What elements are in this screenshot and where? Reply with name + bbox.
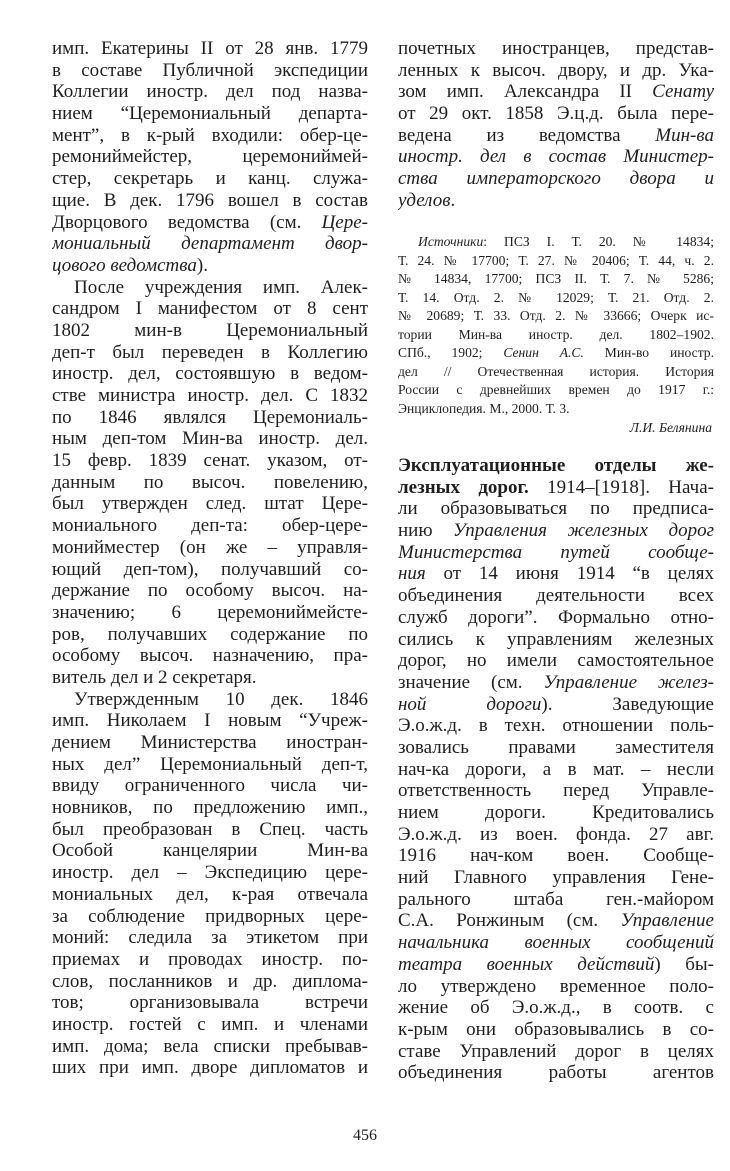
text-segment: дорог, но имели самостоятельное bbox=[398, 650, 714, 672]
author-signature: Л.И. Белянина bbox=[629, 420, 712, 435]
text-segment: почетных иностранцев, представ- bbox=[398, 38, 714, 59]
text-line bbox=[52, 450, 368, 472]
text-line bbox=[52, 1014, 368, 1036]
text-line bbox=[398, 954, 714, 976]
text-line bbox=[52, 1036, 368, 1058]
text-segment: сились к управлениям железных bbox=[398, 628, 714, 650]
text-segment: мониального деп-та: обер-цере- bbox=[52, 515, 368, 537]
text-line bbox=[398, 381, 714, 400]
italic-text: цового ведомства bbox=[52, 254, 197, 276]
italic-text: Цере- bbox=[321, 211, 368, 233]
text-segment: дением Министерства иностран- bbox=[52, 732, 368, 753]
text-segment: нию bbox=[398, 520, 454, 542]
text-line bbox=[52, 537, 368, 559]
text-segment: ных дел” Церемониальный деп-т, bbox=[52, 753, 368, 775]
text-segment: СПб., 1902; bbox=[398, 345, 504, 360]
text-segment: за соблюдение придворных цере- bbox=[52, 905, 368, 927]
text-line bbox=[398, 694, 714, 716]
text-line bbox=[398, 344, 714, 363]
text-segment: Т. 14. Отд. 2. № 12029; Т. 21. Отд. 2. bbox=[398, 289, 714, 305]
text-line bbox=[398, 780, 714, 802]
italic-text: Источники bbox=[418, 234, 484, 249]
text-line bbox=[52, 190, 368, 212]
text-line bbox=[52, 428, 368, 450]
text-line bbox=[52, 884, 368, 906]
text-line bbox=[398, 81, 714, 103]
text-segment: ло утверждено временное поло- bbox=[398, 975, 714, 997]
text-line bbox=[398, 477, 714, 499]
text-segment: тов; организовывала встречи bbox=[52, 992, 368, 1014]
text-segment: особому высоч. назначению, пра- bbox=[52, 645, 368, 667]
text-line bbox=[52, 906, 368, 928]
text-line bbox=[52, 775, 368, 797]
italic-text: ния bbox=[398, 563, 426, 585]
text-line bbox=[398, 715, 714, 737]
text-segment: иностр. дел, состоявшую в ведом- bbox=[52, 363, 368, 385]
text-segment: мониальных дел, к-рая отвечала bbox=[52, 883, 368, 905]
text-line bbox=[398, 307, 714, 326]
text-segment: данным по высоч. повелению, bbox=[52, 471, 368, 493]
text-segment: России с древнейших времен до 1917 г.: bbox=[398, 382, 714, 397]
text-segment: ров, получавших содержание по bbox=[52, 623, 368, 645]
text-segment: к-рым они образовывались в со- bbox=[398, 1018, 714, 1040]
text-line bbox=[398, 932, 714, 954]
text-segment: рального штаба ген.-майором bbox=[398, 888, 714, 910]
text-segment: служб дороги”. Формально отно- bbox=[398, 606, 714, 628]
text-segment: ний Главного управления Гене- bbox=[398, 867, 714, 889]
text-segment: ли образовываться по предписа- bbox=[398, 498, 714, 520]
text-line bbox=[398, 1041, 714, 1063]
text-line bbox=[398, 824, 714, 846]
text-segment: Т. 24. № 17700; Т. 27. № 20406; Т. 44, ч. 2. bbox=[398, 252, 714, 268]
text-line bbox=[52, 559, 368, 581]
text-line bbox=[52, 1057, 368, 1079]
text-line bbox=[52, 819, 368, 841]
text-segment: монийместер (он же – управля- bbox=[52, 536, 368, 558]
article-entry bbox=[398, 455, 714, 1084]
text-segment: ным деп-том Мин-ва иностр. дел. bbox=[52, 428, 368, 450]
text-segment: сандром I манифестом от 8 сент bbox=[52, 298, 368, 320]
text-line bbox=[398, 867, 714, 889]
text-line bbox=[398, 759, 714, 781]
text-line bbox=[52, 233, 368, 255]
text-segment: ввиду ограниченного числа чи- bbox=[52, 775, 368, 797]
text-segment: мент”, в к-рый входили: обер-це- bbox=[52, 124, 368, 146]
text-segment: по 1846 являлся Церемониаль- bbox=[52, 406, 368, 428]
italic-text: Управление желез- bbox=[543, 671, 714, 693]
text-segment: значение (см. bbox=[398, 671, 544, 693]
text-line bbox=[398, 289, 714, 308]
left-column bbox=[52, 38, 368, 1079]
text-line bbox=[398, 455, 714, 477]
text-segment: Дворцового ведомства (см. bbox=[52, 211, 322, 233]
text-segment: ответственность перед Управле- bbox=[398, 780, 714, 802]
text-line bbox=[398, 910, 714, 932]
text-segment: № 14834, 17700; ПСЗ II. Т. 7. № 5286; bbox=[398, 271, 714, 286]
italic-text: Сенин А.С. bbox=[503, 345, 584, 360]
text-segment: новников, по предложению имп., bbox=[52, 797, 368, 819]
text-line bbox=[398, 650, 714, 672]
italic-text: Управления железных дорог bbox=[453, 520, 714, 542]
text-segment: ведена из ведомства bbox=[398, 124, 656, 146]
text-line bbox=[398, 976, 714, 998]
page-number: 456 bbox=[353, 1127, 377, 1144]
text-segment: Мин-во иностр. bbox=[583, 345, 714, 360]
sources-block bbox=[398, 233, 714, 418]
text-segment: жение об Э.о.ж.д., в соотв. с bbox=[398, 997, 714, 1019]
text-segment: имп. Екатерины II от 28 янв. 1779 bbox=[52, 38, 368, 59]
text-line bbox=[52, 81, 368, 103]
text-segment: тории Мин-ва иностр. дел. 1802–1902. bbox=[398, 326, 714, 342]
text-segment: После учреждения имп. Алек- bbox=[74, 276, 368, 298]
text-segment: в составе Публичной экспедиции bbox=[52, 59, 368, 81]
text-segment: 1802 мин-в Церемониальный bbox=[52, 319, 368, 341]
text-line bbox=[398, 60, 714, 82]
text-segment: иностр. дел – Экспедицию цере- bbox=[52, 862, 368, 884]
text-segment: нием “Церемониальный департа- bbox=[52, 103, 368, 125]
italic-text: театра военных действий bbox=[398, 953, 655, 975]
text-line bbox=[398, 520, 714, 542]
text-segment: 15 февр. 1839 сенат. указом, от- bbox=[52, 450, 368, 472]
text-segment: С.А. Ронжиным (см. bbox=[398, 910, 621, 932]
text-line bbox=[52, 103, 368, 125]
text-line bbox=[398, 585, 714, 607]
text-line bbox=[52, 255, 368, 277]
text-segment: объединения деятельности всех bbox=[398, 585, 714, 607]
text-line bbox=[52, 320, 368, 342]
italic-text: иностр. дел в состав Министер- bbox=[398, 146, 714, 168]
text-line bbox=[52, 168, 368, 190]
text-segment: был утвержден след. штат Цере- bbox=[52, 493, 368, 515]
text-line bbox=[398, 233, 714, 252]
text-line bbox=[52, 645, 368, 667]
italic-text: уделов bbox=[398, 189, 451, 211]
text-line bbox=[398, 845, 714, 867]
text-line bbox=[52, 60, 368, 82]
text-line bbox=[52, 493, 368, 515]
text-segment: держание по особому высоч. на- bbox=[52, 580, 368, 602]
text-segment: зом имп. Александра II bbox=[398, 81, 653, 103]
italic-text: Мин-ва bbox=[655, 124, 714, 146]
text-line bbox=[398, 563, 714, 585]
text-segment: ). Заведующие bbox=[541, 693, 714, 715]
text-line bbox=[52, 624, 368, 646]
text-segment: от 14 июня 1914 “в целях bbox=[425, 563, 714, 585]
text-line bbox=[398, 672, 714, 694]
text-segment: значению; 6 церемониймейсте- bbox=[52, 601, 368, 623]
text-line bbox=[398, 168, 714, 190]
right-column-continuation bbox=[398, 38, 714, 212]
text-segment: Э.о.ж.д. в техн. отношении поль- bbox=[398, 715, 714, 737]
italic-text: Управление bbox=[620, 910, 714, 932]
text-segment: имп. Николаем I новым “Учреж- bbox=[52, 710, 368, 732]
text-line bbox=[398, 400, 714, 419]
bold-headword: лезных дорог. bbox=[398, 476, 529, 498]
text-line bbox=[398, 737, 714, 759]
text-segment: моний: следила за этикетом при bbox=[52, 927, 368, 949]
text-segment: щие. В дек. 1796 вошел в состав bbox=[52, 189, 368, 211]
text-segment: стве министра иностр. дел. С 1832 bbox=[52, 385, 368, 406]
text-segment: . bbox=[450, 189, 456, 211]
text-line bbox=[398, 1062, 714, 1084]
text-segment: 1916 нач-ком воен. Сообще- bbox=[398, 845, 714, 867]
text-line bbox=[52, 363, 368, 385]
text-line bbox=[52, 125, 368, 147]
text-segment: ремониймейстер, церемониймей- bbox=[52, 146, 368, 168]
text-line bbox=[52, 840, 368, 862]
text-line bbox=[398, 1019, 714, 1041]
text-line bbox=[398, 363, 714, 382]
text-segment: был преобразован в Спец. часть bbox=[52, 818, 368, 840]
text-line bbox=[398, 270, 714, 289]
text-segment: Э.о.ж.д. из воен. фонда. 27 авг. bbox=[398, 823, 714, 845]
text-line bbox=[52, 342, 368, 364]
text-line bbox=[52, 472, 368, 494]
text-line bbox=[52, 212, 368, 234]
text-line bbox=[52, 754, 368, 776]
text-line bbox=[52, 992, 368, 1014]
text-line bbox=[52, 710, 368, 732]
text-segment: приемах и проводах иностр. по- bbox=[52, 948, 368, 970]
text-line bbox=[52, 277, 368, 299]
text-segment: зовались правами заместителя bbox=[398, 736, 714, 758]
text-segment: имп. дома; вела списки пребывав- bbox=[52, 1035, 368, 1057]
text-line bbox=[398, 802, 714, 824]
italic-text: начальника военных сообщений bbox=[398, 932, 714, 954]
text-line bbox=[398, 498, 714, 520]
text-line bbox=[398, 542, 714, 564]
text-line bbox=[398, 326, 714, 345]
text-segment: ) бы- bbox=[654, 953, 714, 975]
text-segment: стер, секретарь и канц. служа- bbox=[52, 168, 368, 190]
text-segment: от 29 окт. 1858 Э.ц.д. была пере- bbox=[398, 103, 714, 125]
text-line bbox=[52, 949, 368, 971]
text-line bbox=[52, 298, 368, 320]
text-line bbox=[52, 515, 368, 537]
text-line bbox=[52, 146, 368, 168]
text-line bbox=[398, 997, 714, 1019]
text-segment: 1914–[1918]. Нача- bbox=[528, 476, 714, 498]
text-segment: деп-т был переведен в Коллегию bbox=[52, 341, 368, 363]
text-segment: ших при имп. дворе дипломатов и bbox=[52, 1057, 368, 1079]
text-line bbox=[52, 732, 368, 754]
text-segment: ). bbox=[196, 254, 208, 276]
text-line bbox=[52, 667, 368, 689]
text-segment: объединения работы агентов bbox=[398, 1062, 714, 1084]
italic-text: Сенату bbox=[652, 81, 714, 103]
text-line bbox=[52, 38, 368, 60]
text-line bbox=[52, 971, 368, 993]
text-segment: Энциклопедия. М., 2000. Т. 3. bbox=[398, 400, 570, 416]
text-segment: нач-ка дороги, а в мат. – несли bbox=[398, 758, 714, 780]
text-line bbox=[52, 689, 368, 711]
text-line bbox=[52, 862, 368, 884]
text-line bbox=[52, 927, 368, 949]
text-line bbox=[52, 602, 368, 624]
text-segment: слов, посланников и др. диплома- bbox=[52, 970, 368, 992]
text-segment: дел // Отечественная история. История bbox=[398, 363, 714, 379]
text-segment: № 20689; Т. 33. Отд. 2. № 33666; Очерк ис- bbox=[398, 308, 714, 323]
text-segment: ставе Управлений дорог в целях bbox=[398, 1040, 714, 1062]
italic-text: мониальный департамент двор- bbox=[52, 233, 368, 255]
text-line bbox=[398, 146, 714, 168]
italic-text: ства императорского двора и bbox=[398, 168, 714, 190]
text-segment: иностр. гостей с имп. и членами bbox=[52, 1013, 368, 1035]
text-segment: витель дел и 2 секретаря. bbox=[52, 666, 257, 688]
text-segment: Коллегии иностр. дел под назва- bbox=[52, 81, 368, 103]
text-segment: Утвержденным 10 дек. 1846 bbox=[74, 688, 368, 710]
text-line bbox=[398, 889, 714, 911]
text-line bbox=[398, 125, 714, 147]
text-line bbox=[52, 407, 368, 429]
italic-text: ной дороги bbox=[398, 693, 542, 715]
text-line bbox=[52, 580, 368, 602]
text-line bbox=[398, 607, 714, 629]
text-segment: Особой канцелярии Мин-ва bbox=[52, 840, 368, 862]
bold-headword: Эксплуатационные отделы же- bbox=[398, 455, 714, 476]
text-line bbox=[398, 38, 714, 60]
text-line bbox=[52, 797, 368, 819]
text-line bbox=[398, 190, 714, 212]
text-line bbox=[52, 385, 368, 407]
text-line bbox=[398, 103, 714, 125]
text-segment: ющий деп-том), получавший со- bbox=[52, 558, 368, 580]
italic-text: Министерства путей сообще- bbox=[398, 541, 714, 563]
text-segment: ленных к высоч. двору, и др. Ука- bbox=[398, 59, 714, 81]
text-line bbox=[398, 629, 714, 651]
text-segment: нием дороги. Кредитовались bbox=[398, 802, 714, 823]
text-line bbox=[398, 252, 714, 271]
text-segment: : ПСЗ I. Т. 20. № 14834; bbox=[483, 234, 714, 249]
